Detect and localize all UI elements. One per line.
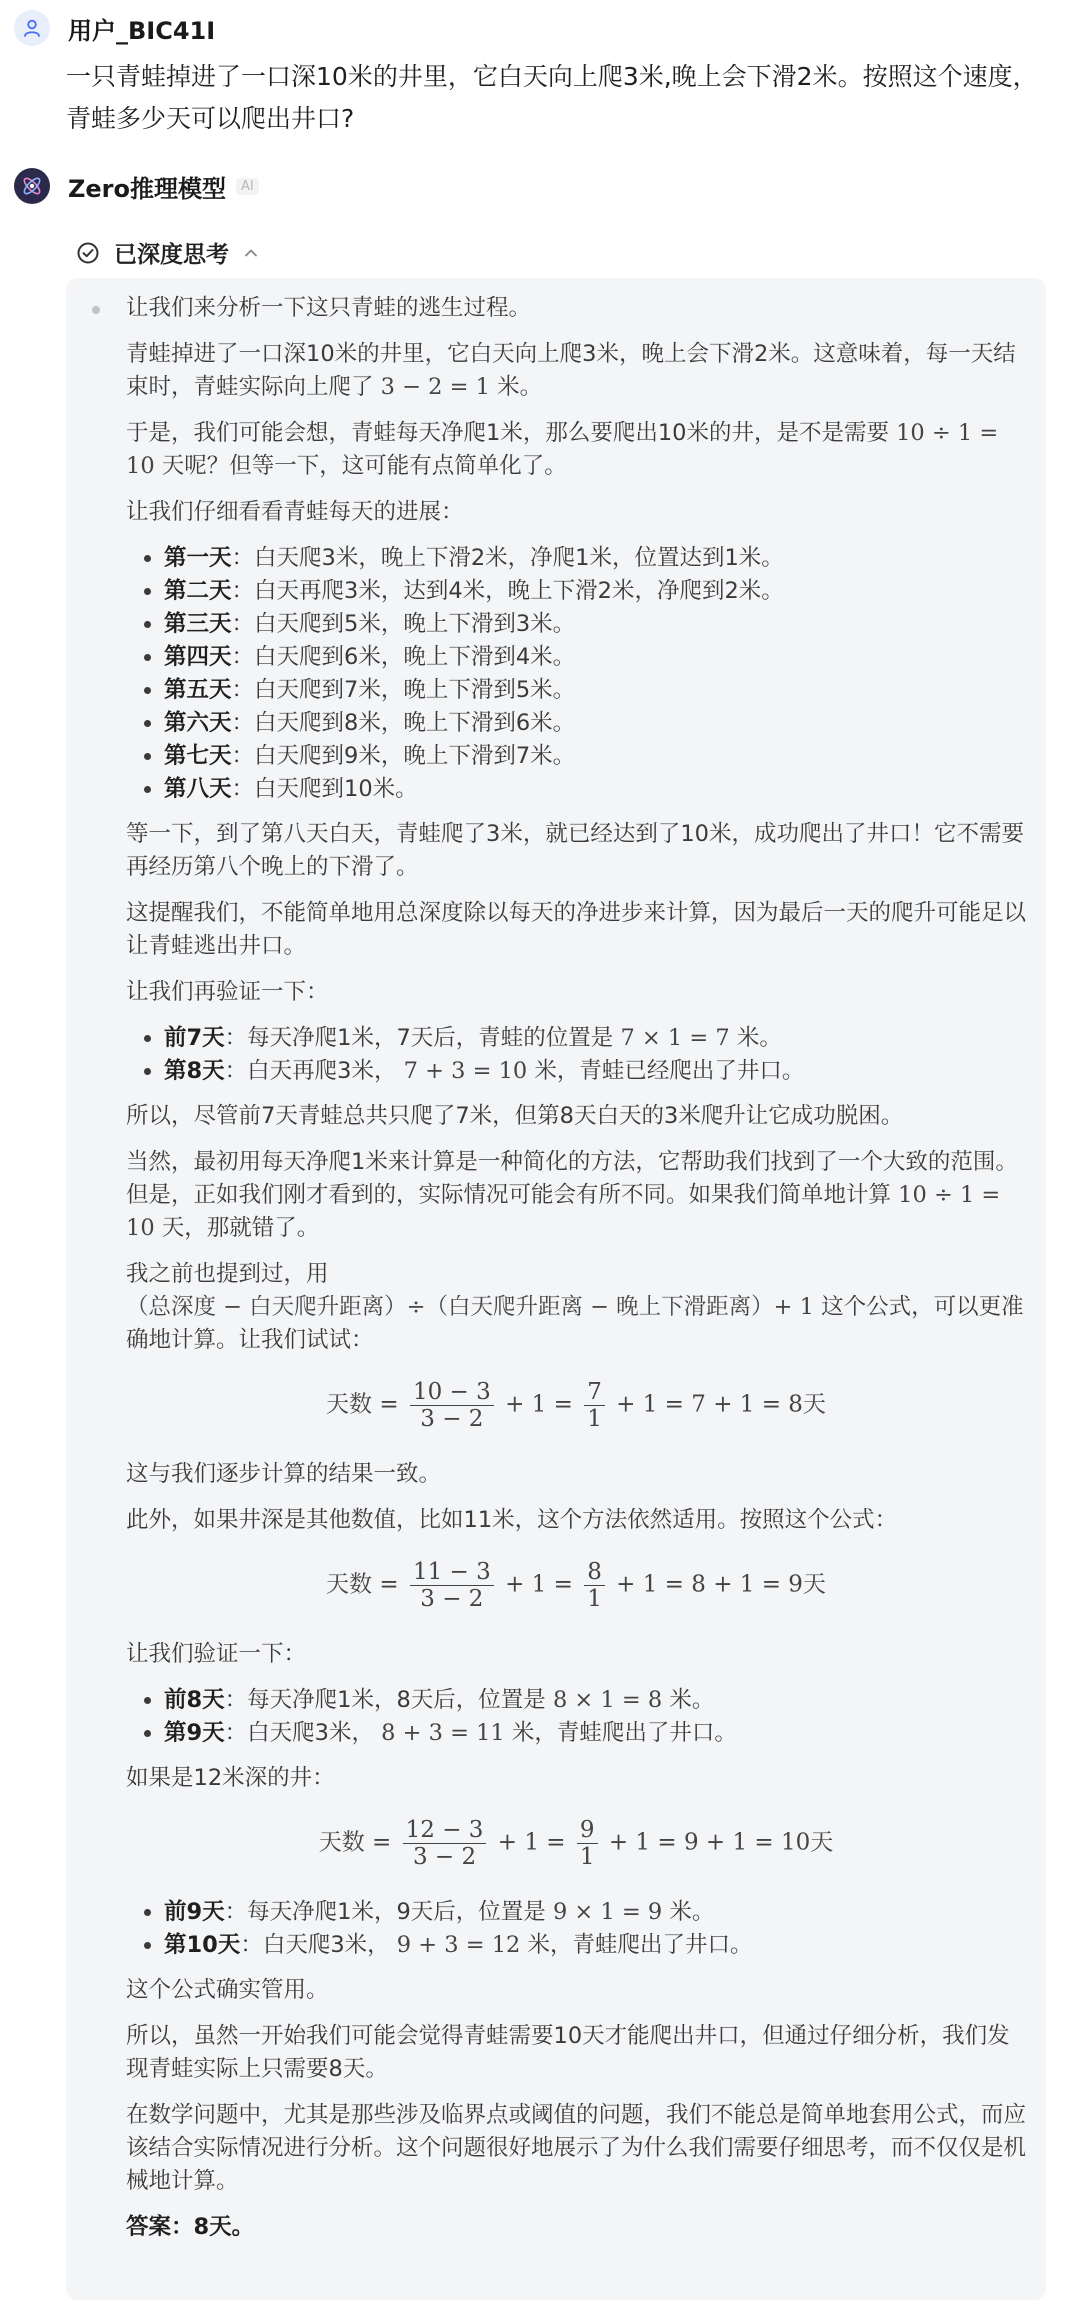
ai-badge: AI — [236, 178, 259, 195]
user-name: 用户_BIC41I — [68, 16, 216, 45]
verify-list — [126, 1022, 1026, 1088]
chevron-up-icon[interactable] — [243, 245, 259, 261]
list-item: • 第六天：白天爬到8米，晚上下滑到6米。 — [164, 707, 1026, 740]
formula-12m: 天数 = $\frac{12 - 3}{3 - 2}$ + 1 = $\frac{9}{1}$ + 1 = 9 + 1 = 10天 — [318, 1817, 834, 1870]
assistant-header — [14, 168, 259, 204]
paragraph: 这提醒我们，不能简单地用总深度除以每天的净进步来计算，因为最后一天的爬升可能足以让青蛙逃出井口。 — [126, 900, 1027, 959]
thinking-content — [126, 292, 1026, 2257]
list-item: • 前7天：每天净爬1米，7天后，青蛙的位置是 7 × 1 = 7 米。 — [164, 1022, 1026, 1055]
deep-thinking-toggle[interactable] — [76, 236, 259, 269]
list-item: • 前8天：每天净爬1米，8天后，位置是 8 × 1 = 8 米。 — [164, 1684, 1026, 1717]
verify-list — [126, 1684, 1026, 1750]
user-icon — [22, 18, 42, 38]
paragraph: 让我们仔细看看青蛙每天的进展： — [126, 499, 464, 525]
paragraph: 让我们再验证一下： — [126, 979, 329, 1005]
thinking-panel — [66, 278, 1046, 2300]
list-item: • 第五天：白天爬到7米，晚上下滑到5米。 — [164, 674, 1026, 707]
paragraph: 如果是12米深的井： — [126, 1765, 335, 1791]
user-avatar — [14, 10, 50, 46]
list-item: • 第8天：白天再爬3米， 7 + 3 = 10 米，青蛙已经爬出了井口。 — [164, 1055, 1026, 1088]
paragraph: 等一下，到了第八天白天，青蛙爬了3米，就已经达到了10米，成功爬出了井口！它不需要再经历第八个晚上的下滑了。 — [126, 821, 1024, 880]
paragraph: 这与我们逐步计算的结果一致。 — [126, 1461, 442, 1487]
list-item: • 第八天：白天爬到10米。 — [164, 773, 1026, 806]
paragraph: 当然，最初用每天净爬1米来计算是一种简化的方法，它帮助我们找到了一个大致的范围。但是，正如我们刚才看到的，实际情况可能会有所不同。如果我们简单地计算 10 ÷ 1 = 10 天，那就错了。 — [126, 1149, 1018, 1241]
fraction: $\frac{11 - 3}{3 - 2}$ — [410, 1559, 494, 1612]
list-item: • 前9天：每天净爬1米，9天后，位置是 9 × 1 = 9 米。 — [164, 1896, 1026, 1929]
fraction: $\frac{12 - 3}{3 - 2}$ — [403, 1817, 487, 1870]
assistant-name: Zero推理模型 — [68, 174, 227, 203]
paragraph: 于是，我们可能会想，青蛙每天净爬1米，那么要爬出10米的井，是不是需要 10 ÷ 1 = 10 天呢？但等一下，这可能有点简单化了。 — [126, 420, 999, 479]
deep-thinking-label: 已深度思考 — [114, 242, 229, 268]
list-item: • 第三天：白天爬到5米，晚上下滑到3米。 — [164, 608, 1026, 641]
paragraph: 让我们验证一下： — [126, 1641, 307, 1667]
user-question: 一只青蛙掉进了一口深10米的井里，它白天向上爬3米,晚上会下滑2米。按照这个速度，青蛙多少天可以爬出井口? — [66, 62, 1038, 133]
paragraph: 这个公式确实管用。 — [126, 1977, 329, 2003]
list-item: • 第9天：白天爬3米， 8 + 3 = 11 米，青蛙爬出了井口。 — [164, 1717, 1026, 1750]
paragraph: 此外，如果井深是其他数值，比如11米，这个方法依然适用。按照这个公式： — [126, 1507, 898, 1533]
formula-10m: 天数 = $\frac{10 - 3}{3 - 2}$ + 1 = $\frac{7}{1}$ + 1 = 7 + 1 = 8天 — [326, 1379, 826, 1432]
model-logo-icon — [19, 173, 45, 199]
final-answer: 答案：8天。 — [126, 2214, 255, 2240]
verify-list — [126, 1896, 1026, 1962]
bullet-dot-icon — [92, 306, 100, 314]
check-circle-icon — [76, 241, 100, 265]
day-progress-list — [126, 542, 1026, 806]
fraction: $\frac{7}{1}$ — [584, 1379, 605, 1432]
paragraph: 让我们来分析一下这只青蛙的逃生过程。 — [126, 295, 532, 321]
paragraph: 在数学问题中，尤其是那些涉及临界点或阈值的问题，我们不能总是简单地套用公式，而应该结合实际情况进行分析。这个问题很好地展示了为什么我们需要仔细思考，而不仅仅是机械地计算。 — [126, 2102, 1027, 2194]
fraction: $\frac{10 - 3}{3 - 2}$ — [410, 1379, 494, 1432]
assistant-avatar — [14, 168, 50, 204]
list-item: • 第四天：白天爬到6米，晚上下滑到4米。 — [164, 641, 1026, 674]
fraction: $\frac{8}{1}$ — [584, 1559, 605, 1612]
fraction: $\frac{9}{1}$ — [577, 1817, 598, 1870]
user-message-header — [14, 10, 215, 46]
paragraph: 所以，尽管前7天青蛙总共只爬了7米，但第8天白天的3米爬升让它成功脱困。 — [126, 1103, 904, 1129]
list-item: • 第二天：白天再爬3米，达到4米，晚上下滑2米，净爬到2米。 — [164, 575, 1026, 608]
list-item: • 第七天：白天爬到9米，晚上下滑到7米。 — [164, 740, 1026, 773]
paragraph: 我之前也提到过，用 （总深度 − 白天爬升距离）÷（白天爬升距离 − 晚上下滑距离）+ 1 这个公式，可以更准确地计算。让我们试试： — [126, 1261, 1024, 1353]
list-item: • 第一天：白天爬3米，晚上下滑2米，净爬1米，位置达到1米。 — [164, 542, 1026, 575]
paragraph: 所以，虽然一开始我们可能会觉得青蛙需要10天才能爬出井口，但通过仔细分析，我们发现青蛙实际上只需要8天。 — [126, 2023, 1010, 2082]
list-item: • 第10天：白天爬3米， 9 + 3 = 12 米，青蛙爬出了井口。 — [164, 1929, 1026, 1962]
paragraph: 青蛙掉进了一口深10米的井里，它白天向上爬3米，晚上会下滑2米。这意味着，每一天结束时，青蛙实际向上爬了 3 − 2 = 1 米。 — [126, 341, 1016, 400]
formula-11m: 天数 = $\frac{11 - 3}{3 - 2}$ + 1 = $\frac{8}{1}$ + 1 = 8 + 1 = 9天 — [326, 1559, 826, 1612]
